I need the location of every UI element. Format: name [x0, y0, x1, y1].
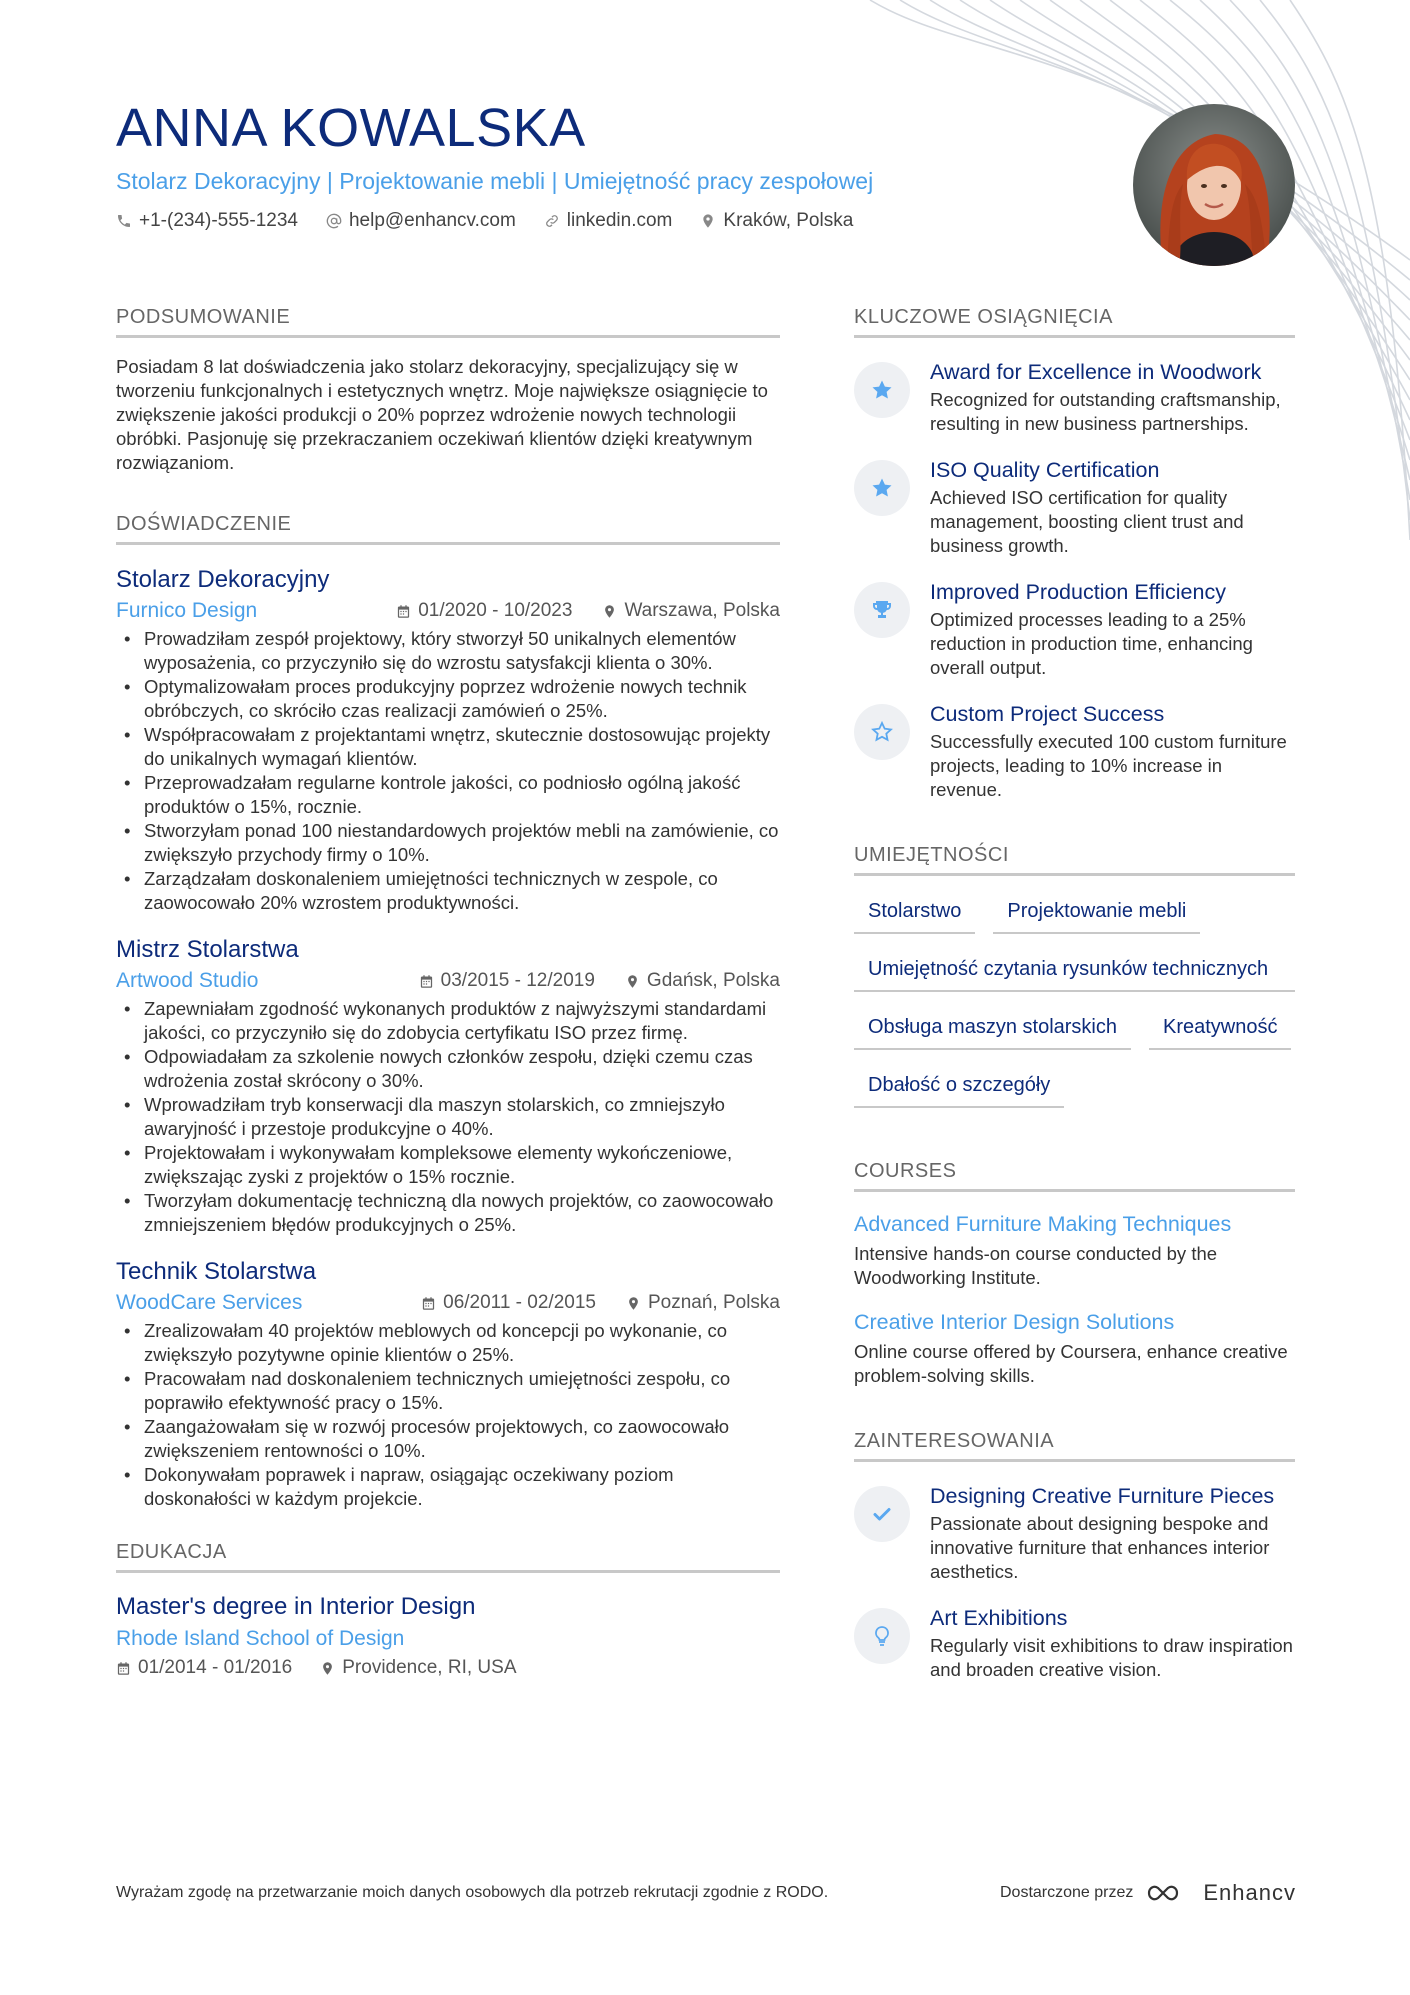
job-entry — [116, 565, 780, 915]
achievements-item-desc: Successfully executed 100 custom furniture projects, leading to 10% increase in revenue. — [930, 731, 1287, 800]
job-bullets — [116, 1319, 780, 1511]
skill-tag: Obsługa maszyn stolarskich — [854, 1006, 1131, 1050]
job-company: WoodCare Services — [116, 1291, 303, 1314]
job-bullet: • Przeprowadzałam regularne kontrole jakości, co podniosło ogólną jakość produktów o 15%, rocznie. — [116, 771, 780, 819]
interests-section — [854, 1430, 1295, 1682]
candidate-tagline: Stolarz Dekoracyjny | Projektowanie mebli | Umiejętność pracy zespołowej — [116, 168, 874, 194]
course-desc: Online course offered by Coursera, enhance creative problem-solving skills. — [854, 1341, 1288, 1386]
skill-tag: Projektowanie mebli — [993, 890, 1200, 934]
job-company: Furnico Design — [116, 599, 258, 622]
calendar-icon — [116, 1661, 131, 1676]
skills-section — [854, 844, 1295, 1122]
achievement-list — [854, 358, 1295, 802]
calendar-icon — [396, 604, 411, 619]
skills-heading: UMIEJĘTNOŚCI — [854, 844, 1295, 876]
brand-name: Enhancv — [1203, 1880, 1296, 1905]
calendar-icon — [419, 974, 434, 989]
achievements-item — [854, 700, 1295, 802]
achievements-item-title: Custom Project Success — [930, 702, 1165, 726]
education-dates — [116, 1657, 292, 1679]
summary-text: Posiadam 8 lat doświadczenia jako stolarz dekoracyjny, specjalizujący się w tworzeniu funkcjonalnych i estetycznych wnętrz. Moje największe osiągnięcie to zwiększenie jakości produkcji o 20% poprzez wdrożenie nowych technologii obróbki. Pasjonuję się przekraczaniem oczekiwań klientów dzięki kreatywnym rozwiązaniom. — [116, 356, 768, 473]
job-bullet: • Odpowiadałam za szkolenie nowych członków zespołu, dzięki czemu czas wdrożenia został skrócony o 30%. — [116, 1045, 780, 1093]
courses-section — [854, 1160, 1295, 1388]
interest-list — [854, 1482, 1295, 1682]
job-bullet: • Współpracowałam z projektantami wnętrz, skutecznie dostosowując projekty do unikalnych wymagań klientów. — [116, 723, 780, 771]
job-location — [602, 600, 780, 622]
skill-tag: Stolarstwo — [854, 890, 975, 934]
location-pin-icon — [320, 1661, 335, 1676]
education-degree: Master's degree in Interior Design — [116, 1593, 476, 1620]
job-dates — [421, 1292, 596, 1314]
left-column — [116, 306, 780, 1717]
job-location — [626, 1292, 780, 1314]
location-pin-icon — [700, 213, 716, 229]
job-title: Stolarz Dekoracyjny — [116, 566, 330, 593]
powered-by-label: Dostarczone przez — [999, 1884, 1134, 1901]
achievements-item-body — [930, 456, 1295, 558]
achievements-item-title: Improved Production Efficiency — [930, 580, 1226, 604]
interests-item-desc: Regularly visit exhibitions to draw inspiration and broaden creative vision. — [930, 1635, 1293, 1680]
skill-list — [854, 890, 1295, 1122]
job-bullet: • Stworzyłam ponad 100 niestandardowych projektów mebli na zamówienie, co zwiększyło przychody firmy o 10%. — [116, 819, 780, 867]
at-sign-icon — [326, 213, 342, 229]
powered-by[interactable] — [1000, 1880, 1296, 1906]
course-item — [854, 1210, 1295, 1290]
achievements-item-desc: Optimized processes leading to a 25% reduction in production time, enhancing overall output. — [930, 609, 1253, 678]
education-school: Rhode Island School of Design — [116, 1627, 405, 1650]
contact-phone[interactable] — [116, 210, 298, 232]
skill-tag: Umiejętność czytania rysunków technicznych — [854, 948, 1295, 992]
achievements-item-body — [930, 358, 1295, 436]
location-pin-icon — [625, 974, 640, 989]
contact-row — [116, 210, 1016, 232]
job-meta — [116, 599, 780, 623]
achievements-item — [854, 456, 1295, 558]
achievements-item — [854, 358, 1295, 436]
education-section — [116, 1541, 780, 1679]
profile-photo — [1133, 104, 1295, 266]
education-dates-text: 01/2014 - 01/2016 — [138, 1657, 293, 1678]
location-text: Kraków, Polska — [723, 210, 854, 231]
job-location — [625, 970, 780, 992]
interests-heading: ZAINTERESOWANIA — [854, 1430, 1295, 1462]
job-company: Artwood Studio — [116, 969, 259, 992]
summary-section — [116, 306, 780, 475]
job-title: Technik Stolarstwa — [116, 1258, 317, 1285]
job-dates-text: 01/2020 - 10/2023 — [418, 600, 573, 621]
job-dates-text: 03/2015 - 12/2019 — [440, 970, 595, 991]
courses-heading: COURSES — [854, 1160, 1295, 1192]
job-bullet: • Zarządzałam doskonaleniem umiejętności technicznych w zespole, co zaowocowało 20% wzrostem produktywności. — [116, 867, 780, 915]
link-icon — [544, 213, 560, 229]
interests-item-body — [930, 1482, 1295, 1584]
achievements-item — [854, 578, 1295, 680]
skill-tag: Dbałość o szczegóły — [854, 1064, 1064, 1108]
skill-tag: Kreatywność — [1149, 1006, 1292, 1050]
job-bullet: • Optymalizowałam proces produkcyjny poprzez wdrożenie nowych technik obróbczych, co skróciło czas realizacji zamówień o 25%. — [116, 675, 780, 723]
job-list — [116, 565, 780, 1511]
achievements-section — [854, 306, 1295, 802]
experience-section — [116, 513, 780, 1511]
course-title: Advanced Furniture Making Techniques — [854, 1212, 1232, 1236]
star-filled-icon — [854, 362, 910, 418]
job-bullets — [116, 997, 780, 1237]
education-location — [320, 1657, 516, 1679]
job-dates — [419, 970, 595, 992]
job-dates-text: 06/2011 - 02/2015 — [443, 1292, 596, 1313]
job-bullet: • Projektowałam i wykonywałam kompleksowe elementy wykończeniowe, zwiększając zyski z projektów o 15% rocznie. — [116, 1141, 780, 1189]
star-outline-icon — [854, 704, 910, 760]
job-bullets — [116, 627, 780, 915]
contact-location — [700, 210, 853, 232]
achievements-item-title: ISO Quality Certification — [930, 458, 1160, 482]
contact-email[interactable] — [326, 210, 516, 232]
job-location-text: Gdańsk, Polska — [646, 970, 780, 991]
job-bullet: • Zapewniałam zgodność wykonanych produktów z najwyższymi standardami jakości, co przyczyniło się do zdobycia certyfikatu ISO przez firmę. — [116, 997, 780, 1045]
interests-item — [854, 1482, 1295, 1584]
right-column — [854, 306, 1295, 1720]
job-bullet: • Zaangażowałam się w rozwój procesów projektowych, co zaowocowało zwiększeniem rentowności o 10%. — [116, 1415, 780, 1463]
trophy-icon — [854, 582, 910, 638]
summary-heading: PODSUMOWANIE — [116, 306, 780, 338]
job-bullet: • Tworzyłam dokumentację techniczną dla nowych projektów, co zaowocowało zmniejszeniem błędów produkcyjnych o 25%. — [116, 1189, 780, 1237]
interests-item — [854, 1604, 1295, 1682]
location-pin-icon — [602, 604, 617, 619]
interests-item-body — [930, 1604, 1295, 1682]
course-desc: Intensive hands-on course conducted by the Woodworking Institute. — [854, 1243, 1218, 1288]
experience-heading: DOŚWIADCZENIE — [116, 513, 780, 545]
achievements-item-desc: Recognized for outstanding craftsmanship, resulting in new business partnerships. — [930, 389, 1281, 434]
enhancv-logo-icon — [1145, 1881, 1191, 1905]
candidate-name: ANNA KOWALSKA — [116, 98, 586, 158]
job-bullet: • Pracowałam nad doskonaleniem technicznych umiejętności zespołu, co poprawiło efektywność pracy o 15%. — [116, 1367, 780, 1415]
job-bullet: • Dokonywałam poprawek i napraw, osiągając oczekiwany poziom doskonałości w każdym projekcie. — [116, 1463, 780, 1511]
interests-item-desc: Passionate about designing bespoke and innovative furniture that enhances interior aesthetics. — [930, 1513, 1270, 1582]
job-location-text: Warszawa, Polska — [624, 600, 780, 621]
education-meta — [116, 1657, 780, 1679]
job-bullet: • Wprowadziłam tryb konserwacji dla maszyn stolarskich, co zmniejszyło awaryjność i przestoje produkcyjne o 40%. — [116, 1093, 780, 1141]
interests-item-title: Designing Creative Furniture Pieces — [930, 1484, 1275, 1508]
education-location-text: Providence, RI, USA — [342, 1657, 517, 1678]
page-footer — [116, 1880, 1296, 1906]
job-meta — [116, 969, 780, 993]
job-entry — [116, 935, 780, 1237]
job-dates — [396, 600, 572, 622]
course-list — [854, 1210, 1295, 1388]
job-bullet: • Prowadziłam zespół projektowy, który stworzył 50 unikalnych elementów wyposażenia, co przyczyniło się do wzrostu satysfakcji klienta o 30%. — [116, 627, 780, 675]
job-location-text: Poznań, Polska — [647, 1292, 780, 1313]
gdpr-consent: Wyrażam zgodę na przetwarzanie moich danych osobowych dla potrzeb rekrutacji zgodnie z RODO. — [116, 1884, 829, 1901]
achievements-item-body — [930, 700, 1295, 802]
location-pin-icon — [626, 1296, 641, 1311]
lightbulb-icon — [854, 1608, 910, 1664]
course-title: Creative Interior Design Solutions — [854, 1310, 1175, 1334]
phone-icon — [116, 213, 132, 229]
phone-text: +1-(234)-555-1234 — [139, 210, 298, 231]
star-filled-icon — [854, 460, 910, 516]
check-icon — [854, 1486, 910, 1542]
calendar-icon — [421, 1296, 436, 1311]
job-title: Mistrz Stolarstwa — [116, 936, 299, 963]
linkedin-text: linkedin.com — [566, 210, 673, 231]
achievements-item-body — [930, 578, 1295, 680]
job-entry — [116, 1257, 780, 1511]
interests-item-title: Art Exhibitions — [930, 1606, 1068, 1630]
course-item — [854, 1308, 1295, 1388]
job-bullet: • Zrealizowałam 40 projektów meblowych od koncepcji po wykonanie, co zwiększyło pozytywne opinie klientów o 25%. — [116, 1319, 780, 1367]
contact-linkedin[interactable] — [544, 210, 673, 232]
job-meta — [116, 1291, 780, 1315]
achievements-heading: KLUCZOWE OSIĄGNIĘCIA — [854, 306, 1295, 338]
achievements-item-title: Award for Excellence in Woodwork — [930, 360, 1262, 384]
resume-header — [116, 98, 1016, 232]
achievements-item-desc: Achieved ISO certification for quality management, boosting client trust and business growth. — [930, 487, 1244, 556]
email-text: help@enhancv.com — [348, 210, 516, 231]
education-heading: EDUKACJA — [116, 1541, 780, 1573]
